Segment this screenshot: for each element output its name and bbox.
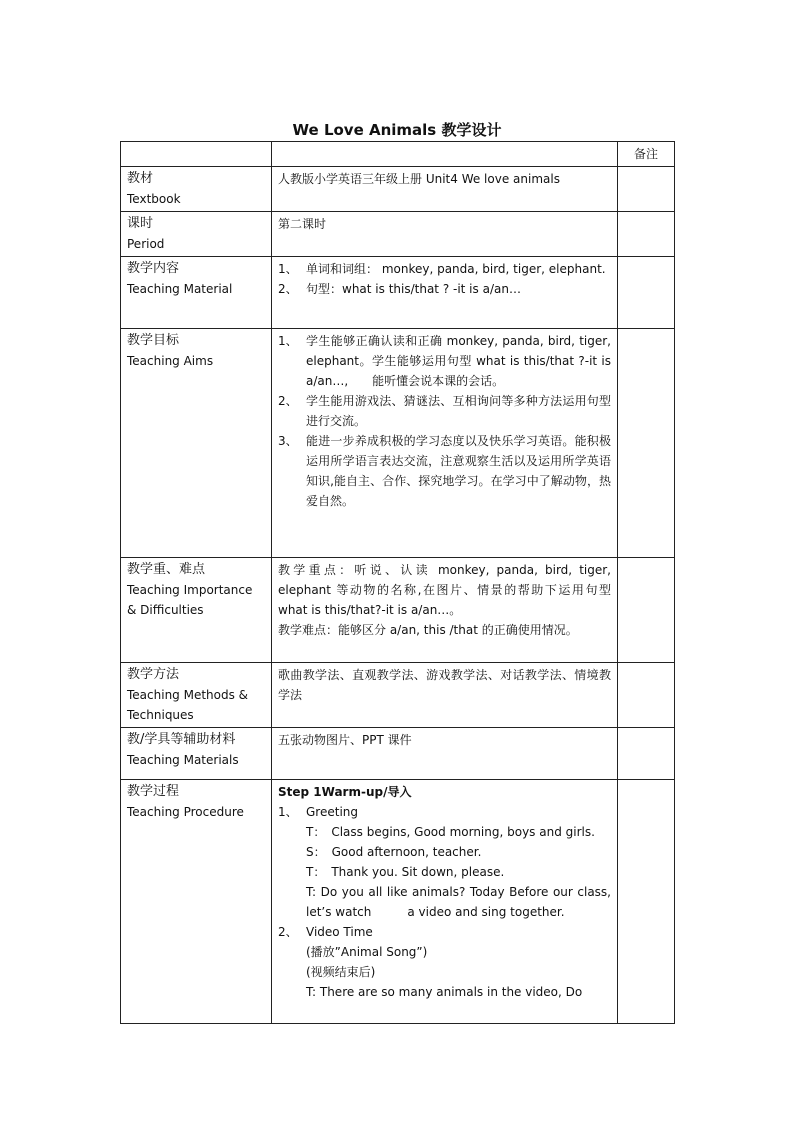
label-en: Teaching Methods & Techniques: [127, 688, 249, 722]
list-item: [278, 391, 611, 431]
item-number: 1、: [278, 262, 298, 276]
aims-content: [272, 329, 618, 558]
item-number: 1、: [278, 805, 298, 819]
item-text: 能进一步养成积极的学习态度以及快乐学习英语。能积极运用所学语言表达交流，注意观察生活以及运用所学英语知识,能自主、合作、探究地学习。在学习中了解动物，热爱自然。: [306, 434, 611, 508]
label-cn: 教学方法: [127, 667, 180, 682]
header-empty-1: [121, 142, 272, 167]
item-number: 2、: [278, 394, 298, 408]
lesson-plan-table: [120, 141, 675, 1024]
list-item: [278, 259, 611, 279]
label-cn: 教学目标: [127, 333, 180, 348]
list-item: [278, 279, 611, 299]
procedure-content: [272, 780, 618, 1024]
step-heading: Step 1Warm-up/导入: [278, 785, 412, 799]
row-procedure: [121, 780, 675, 1024]
notes-cell: [618, 329, 675, 558]
notes-cell: [618, 728, 675, 780]
period-content: 第二课时: [272, 212, 618, 257]
label-cn: 教学过程: [127, 784, 180, 799]
table-header-row: [121, 142, 675, 167]
importance-content: [272, 558, 618, 663]
textbook-content: 人教版小学英语三年级上册 Unit4 We love animals: [272, 167, 618, 212]
label-cell: [121, 167, 272, 212]
label-cell: [121, 329, 272, 558]
label-cn: 教学重、难点: [127, 562, 206, 577]
label-cell: [121, 558, 272, 663]
notes-cell: [618, 663, 675, 728]
notes-cell: [618, 257, 675, 329]
item-text: 学生能够正确认读和正确 monkey, panda, bird, tiger, elephant。学生能够运用句型 what is this/that ?-it is a/an…, 能听懂会说本课的会话。: [306, 334, 611, 388]
label-en: Period: [127, 237, 165, 251]
item-text: Video Time: [306, 925, 373, 939]
label-cn: 教学内容: [127, 261, 180, 276]
document-title: We Love Animals 教学设计: [292, 121, 502, 139]
row-importance: [121, 558, 675, 663]
label-en: Teaching Material: [127, 282, 233, 296]
label-cell: [121, 780, 272, 1024]
dialogue-line: T： Class begins, Good morning, boys and girls.: [306, 825, 595, 839]
label-cn: 课时: [127, 216, 154, 231]
notes-cell: [618, 558, 675, 663]
materials-content: 五张动物图片、PPT 课件: [272, 728, 618, 780]
methods-content: 歌曲教学法、直观教学法、游戏教学法、对话教学法、情境教学法: [272, 663, 618, 728]
item-number: 1、: [278, 334, 298, 348]
item-number: 2、: [278, 925, 298, 939]
dialogue-line: T: Do you all like animals? Today Before our class, let’s watch a video and sing together.: [306, 885, 611, 919]
notes-cell: [618, 212, 675, 257]
item-text: 句型：what is this/that ? -it is a/an…: [306, 282, 521, 296]
label-en: Textbook: [127, 192, 181, 206]
label-cn: 教/学具等辅助材料: [127, 732, 236, 747]
material-content: [272, 257, 618, 329]
label-cell: [121, 257, 272, 329]
list-item: [278, 802, 611, 822]
row-period: [121, 212, 675, 257]
dialogue-line: T： Thank you. Sit down, please.: [306, 865, 505, 879]
label-cell: [121, 663, 272, 728]
label-en: Teaching Procedure: [127, 805, 244, 819]
label-en: Teaching Importance & Difficulties: [127, 583, 253, 617]
item-number: 3、: [278, 434, 298, 448]
difficulty-text: 教学难点：能够区分 a/an, this /that 的正确使用情况。: [278, 623, 578, 637]
label-cell: [121, 728, 272, 780]
row-aims: [121, 329, 675, 558]
item-text: 学生能用游戏法、猜谜法、互相询问等多种方法运用句型进行交流。: [306, 394, 611, 428]
row-material: [121, 257, 675, 329]
dialogue-line: S： Good afternoon, teacher.: [306, 845, 482, 859]
stage-direction: (播放”Animal Song”): [306, 945, 428, 959]
row-textbook: [121, 167, 675, 212]
notes-header: 备注: [618, 142, 675, 167]
item-text: Greeting: [306, 805, 358, 819]
item-number: 2、: [278, 282, 298, 296]
list-item: [278, 922, 611, 942]
row-methods: [121, 663, 675, 728]
header-empty-2: [272, 142, 618, 167]
item-text: 单词和词组： monkey, panda, bird, tiger, elephant.: [306, 262, 606, 276]
list-item: [278, 331, 611, 391]
dialogue-line: T: There are so many animals in the video, Do: [306, 985, 583, 999]
notes-cell: [618, 167, 675, 212]
stage-direction: (视频结束后): [306, 965, 376, 979]
label-en: Teaching Aims: [127, 354, 214, 368]
label-cn: 教材: [127, 171, 154, 186]
key-point-text: 教学重点：听说、认读 monkey, panda, bird, tiger, elephant 等动物的名称,在图片、情景的帮助下运用句型 what is this/that?-it is a/an…。: [278, 563, 611, 617]
list-item: [278, 431, 611, 511]
row-materials: [121, 728, 675, 780]
label-cell: [121, 212, 272, 257]
label-en: Teaching Materials: [127, 753, 239, 767]
notes-cell: [618, 780, 675, 1024]
